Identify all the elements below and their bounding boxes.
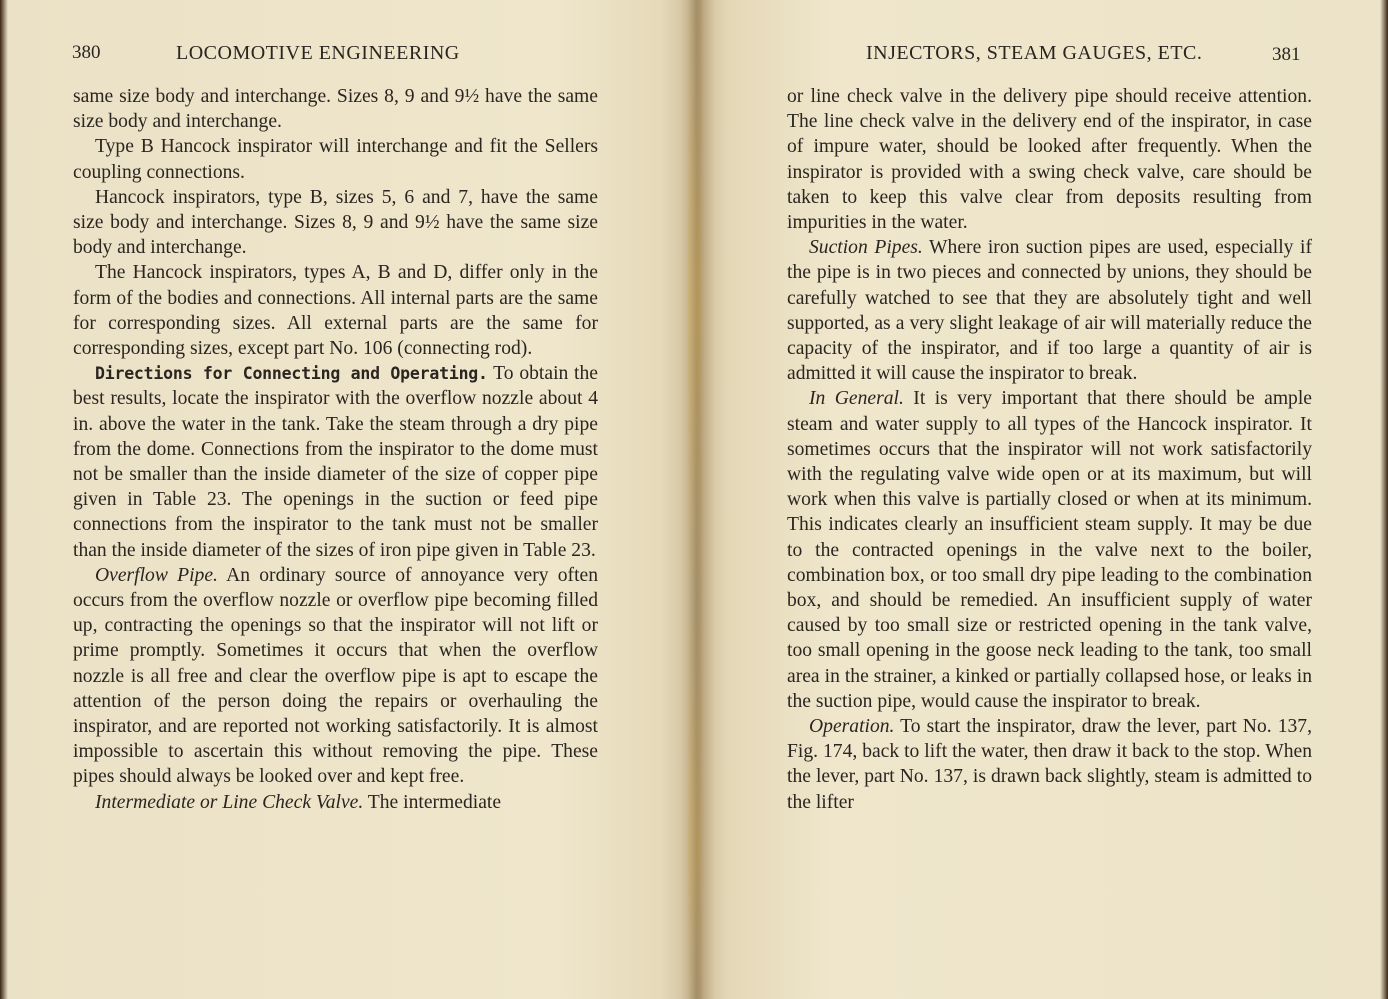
paragraph xyxy=(73,361,598,563)
paragraph-text: Where iron suction pipes are used, especially if the pipe is in two pieces and connected by unions, they should be carefully watched to see that they are absolutely tight and well supported, as a very slight leakage of air will materially reduce the capacity of the inspirator, and if too large a quantity of air is admitted it will cause the inspirator to break. xyxy=(787,237,1312,385)
paragraph-text: To obtain the best results, locate the inspirator with the overflow nozzle about 4 in. above the water in the tank. Take the steam through a dry pipe from the dome. Connections from the inspirator to the dome must not be smaller than the inside diameter of the size of copper pipe given in Table 23. The openings in the suction or feed pipe connections from the inspirator to the tank must not be smaller than the inside diameter of the sizes of iron pipe given in Table 23. xyxy=(73,363,598,561)
left-running-head: LOCOMOTIVE ENGINEERING xyxy=(176,42,460,64)
right-running-head: INJECTORS, STEAM GAUGES, ETC. xyxy=(866,42,1203,64)
section-heading: Overflow Pipe. xyxy=(95,564,218,586)
paragraph xyxy=(73,563,598,790)
paragraph xyxy=(787,386,1312,714)
section-heading: In General. xyxy=(809,388,904,410)
left-page-number: 380 xyxy=(72,42,101,63)
paragraph-text: Hancock inspirators, type B, sizes 5, 6 and 7, have the same size body and interchange. Sizes 8, 9 and 9½ have the same size body and interchange. xyxy=(73,186,598,259)
paragraph xyxy=(73,260,598,361)
section-heading: Intermediate or Line Check Valve. xyxy=(95,791,364,813)
paragraph xyxy=(73,185,598,261)
paragraph xyxy=(73,84,598,134)
paragraph xyxy=(787,84,1312,235)
section-heading: Directions for Connecting and Operating. xyxy=(95,364,488,384)
paragraph-text: To start the inspirator, draw the lever, part No. 137, Fig. 174, back to lift the water, then draw it back to the stop. When the lever, part No. 137, is drawn back slightly, steam is admitted to the lifter xyxy=(787,716,1312,813)
paragraph xyxy=(787,235,1312,386)
right-page xyxy=(698,0,1388,999)
right-page-number: 381 xyxy=(1272,44,1301,65)
paragraph-text: same size body and interchange. Sizes 8, 9 and 9½ have the same size body and interchange. xyxy=(73,86,598,133)
paragraph xyxy=(73,134,598,184)
paragraph-text: The intermediate xyxy=(363,791,502,813)
left-page xyxy=(0,0,690,999)
paragraph-text: It is very important that there should be ample steam and water supply to all types of the Hancock inspirator. It sometimes occurs that the inspirator will not work satisfactorily with the regulating valve wide open or at its maximum, but will work when this valve is partially closed or when at its minimum. This indicates clearly an insufficient steam supply. It may be due to the contracted openings in the valve next to the boiler, combination box, or too small dry pipe leading to the combination box, and should be remedied. An insufficient supply of water caused by too small size or restricted opening in the tank valve, too small opening in the goose neck leading to the tank, too small area in the strainer, a kinked or partially collapsed hose, or leaks in the suction pipe, would cause the inspirator to break. xyxy=(787,388,1312,712)
paragraph-text: The Hancock inspirators, types A, B and D, differ only in the form of the bodies and connections. All internal parts are the same for corresponding sizes. All external parts are the same for corresponding sizes, except part No. 106 (connecting rod). xyxy=(73,262,598,360)
section-heading: Suction Pipes. xyxy=(809,237,923,259)
paragraph xyxy=(787,714,1312,815)
paragraph-text: An ordinary source of annoyance very often occurs from the overflow nozzle or overflow pipe becoming filled up, contracting the openings so that the inspirator will not lift or prime promptly. Sometimes it occurs that when the overflow nozzle is all free and clear the overflow pipe is apt to escape the attention of the person doing the repairs or overhauling the inspirator, and are reported not working satisfactorily. It is almost impossible to ascertain this without removing the pipe. These pipes should always be looked over and kept free. xyxy=(73,564,599,788)
section-heading: Operation. xyxy=(809,716,895,738)
left-page-text xyxy=(73,84,598,815)
paragraph-text: or line check valve in the delivery pipe should receive attention. The line check valve in the delivery end of the inspirator, in case of impure water, should be looked after frequently. When the inspirator is provided with a swing check valve, care should be taken to keep this valve clear from deposits resulting from impurities in the water. xyxy=(787,86,1312,234)
right-page-text xyxy=(787,84,1312,815)
paragraph xyxy=(73,790,598,815)
paragraph-text: Type B Hancock inspirator will interchange and fit the Sellers coupling connections. xyxy=(73,136,598,183)
